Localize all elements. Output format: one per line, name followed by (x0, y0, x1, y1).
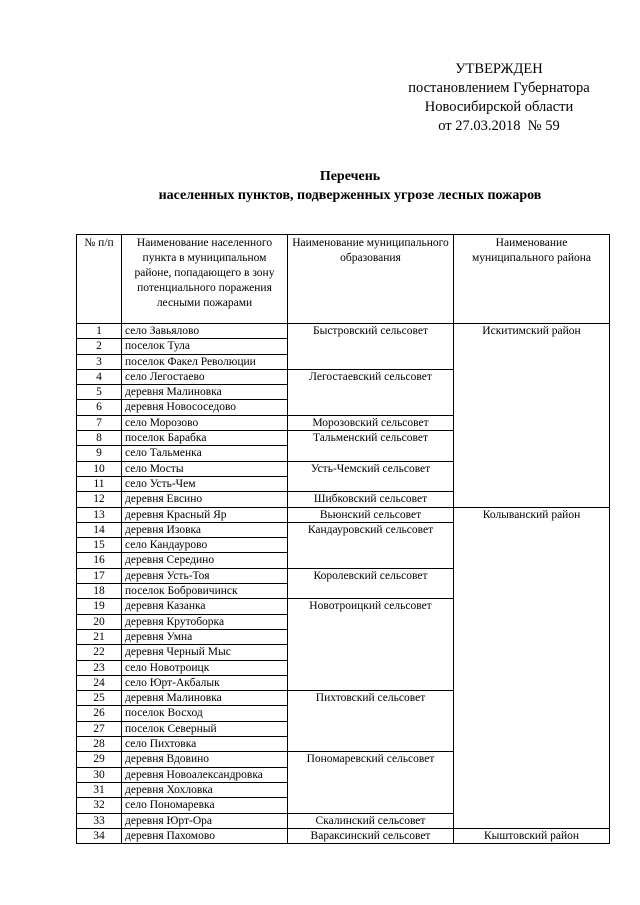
settlement-name: деревня Пахомово (122, 828, 288, 843)
row-number: 23 (77, 660, 122, 675)
row-number: 8 (77, 431, 122, 446)
row-number: 9 (77, 446, 122, 461)
header-settlement: Наименование населенного пункта в муниципальном районе, попадающего в зону потенциального поражения лесными пожарами (122, 235, 288, 324)
row-number: 4 (77, 369, 122, 384)
settlement-name: деревня Крутоборка (122, 614, 288, 629)
document-title-line1: Перечень (319, 169, 381, 184)
municipality-name: Вараксинский сельсовет (288, 828, 454, 843)
settlement-name: село Пихтовка (122, 737, 288, 752)
settlement-name: село Пономаревка (122, 798, 288, 813)
settlement-name: село Усть-Чем (122, 476, 288, 491)
district-name: Колыванский район (454, 507, 610, 828)
settlement-name: село Кандаурово (122, 538, 288, 553)
approval-title: УТВЕРЖДЕН (455, 61, 543, 77)
settlements-table (76, 234, 610, 844)
row-number: 22 (77, 645, 122, 660)
municipality-name: Скалинский сельсовет (288, 813, 454, 828)
district-name: Искитимский район (454, 324, 610, 508)
table-row (77, 507, 610, 522)
settlement-name: село Мосты (122, 461, 288, 476)
row-number: 21 (77, 629, 122, 644)
settlement-name: село Тальменка (122, 446, 288, 461)
settlement-name: деревня Середино (122, 553, 288, 568)
settlement-name: деревня Хохловка (122, 782, 288, 797)
row-number: 2 (77, 339, 122, 354)
row-number: 16 (77, 553, 122, 568)
settlement-name: село Завьялово (122, 324, 288, 339)
row-number: 3 (77, 354, 122, 369)
settlement-name: деревня Казанка (122, 599, 288, 614)
row-number: 1 (77, 324, 122, 339)
settlement-name: деревня Малиновка (122, 385, 288, 400)
municipality-name: Тальменский сельсовет (288, 431, 454, 462)
settlement-name: деревня Малиновка (122, 691, 288, 706)
municipality-name: Морозовский сельсовет (288, 415, 454, 430)
approval-decree: постановлением Губернатора (408, 80, 590, 96)
settlement-name: село Юрт-Акбалык (122, 675, 288, 690)
row-number: 27 (77, 721, 122, 736)
row-number: 5 (77, 385, 122, 400)
settlement-name: деревня Евсино (122, 492, 288, 507)
table-body (77, 324, 610, 844)
settlement-name: поселок Бобровичинск (122, 584, 288, 599)
municipality-name: Пономаревский сельсовет (288, 752, 454, 813)
settlement-name: деревня Новососедово (122, 400, 288, 415)
document-title-line2: населенных пунктов, подверженных угрозе лесных пожаров (158, 188, 542, 203)
municipality-name: Вьюнский сельсовет (288, 507, 454, 522)
row-number: 10 (77, 461, 122, 476)
municipality-name: Пихтовский сельсовет (288, 691, 454, 752)
row-number: 11 (77, 476, 122, 491)
settlement-name: деревня Красный Яр (122, 507, 288, 522)
approval-date: от 27.03.2018 № 59 (438, 118, 560, 134)
header-municipality: Наименование муниципального образования (288, 235, 454, 324)
settlement-name: село Новотроицк (122, 660, 288, 675)
municipality-name: Королевский сельсовет (288, 568, 454, 599)
municipality-name: Новотроицкий сельсовет (288, 599, 454, 691)
settlement-name: деревня Умна (122, 629, 288, 644)
table-header-row (77, 235, 610, 324)
settlement-name: поселок Тула (122, 339, 288, 354)
row-number: 20 (77, 614, 122, 629)
row-number: 14 (77, 522, 122, 537)
settlement-name: поселок Северный (122, 721, 288, 736)
row-number: 34 (77, 828, 122, 843)
settlement-name: село Морозово (122, 415, 288, 430)
settlement-name: село Легостаево (122, 369, 288, 384)
row-number: 29 (77, 752, 122, 767)
row-number: 26 (77, 706, 122, 721)
district-name: Кыштовский район (454, 828, 610, 843)
row-number: 12 (77, 492, 122, 507)
row-number: 19 (77, 599, 122, 614)
row-number: 18 (77, 584, 122, 599)
settlement-name: деревня Черный Мыс (122, 645, 288, 660)
document-title (60, 167, 640, 205)
settlement-name: деревня Новоалександровка (122, 767, 288, 782)
row-number: 30 (77, 767, 122, 782)
approval-block (380, 60, 618, 136)
municipality-name: Быстровский сельсовет (288, 324, 454, 370)
settlement-name: поселок Барабка (122, 431, 288, 446)
settlement-name: поселок Факел Революции (122, 354, 288, 369)
row-number: 17 (77, 568, 122, 583)
table-row (77, 324, 610, 339)
row-number: 6 (77, 400, 122, 415)
row-number: 15 (77, 538, 122, 553)
settlement-name: поселок Восход (122, 706, 288, 721)
approval-region: Новосибирской области (424, 99, 574, 115)
row-number: 28 (77, 737, 122, 752)
settlement-name: деревня Усть-Тоя (122, 568, 288, 583)
municipality-name: Кандауровский сельсовет (288, 522, 454, 568)
municipality-name: Усть-Чемский сельсовет (288, 461, 454, 492)
row-number: 13 (77, 507, 122, 522)
row-number: 33 (77, 813, 122, 828)
settlement-name: деревня Юрт-Ора (122, 813, 288, 828)
header-number: № п/п (77, 235, 122, 324)
municipality-name: Легостаевский сельсовет (288, 369, 454, 415)
row-number: 31 (77, 782, 122, 797)
table-row (77, 828, 610, 843)
row-number: 25 (77, 691, 122, 706)
row-number: 7 (77, 415, 122, 430)
row-number: 32 (77, 798, 122, 813)
settlement-name: деревня Вдовино (122, 752, 288, 767)
municipality-name: Шибковский сельсовет (288, 492, 454, 507)
header-district: Наименование муниципального района (454, 235, 610, 324)
settlement-name: деревня Изовка (122, 522, 288, 537)
row-number: 24 (77, 675, 122, 690)
